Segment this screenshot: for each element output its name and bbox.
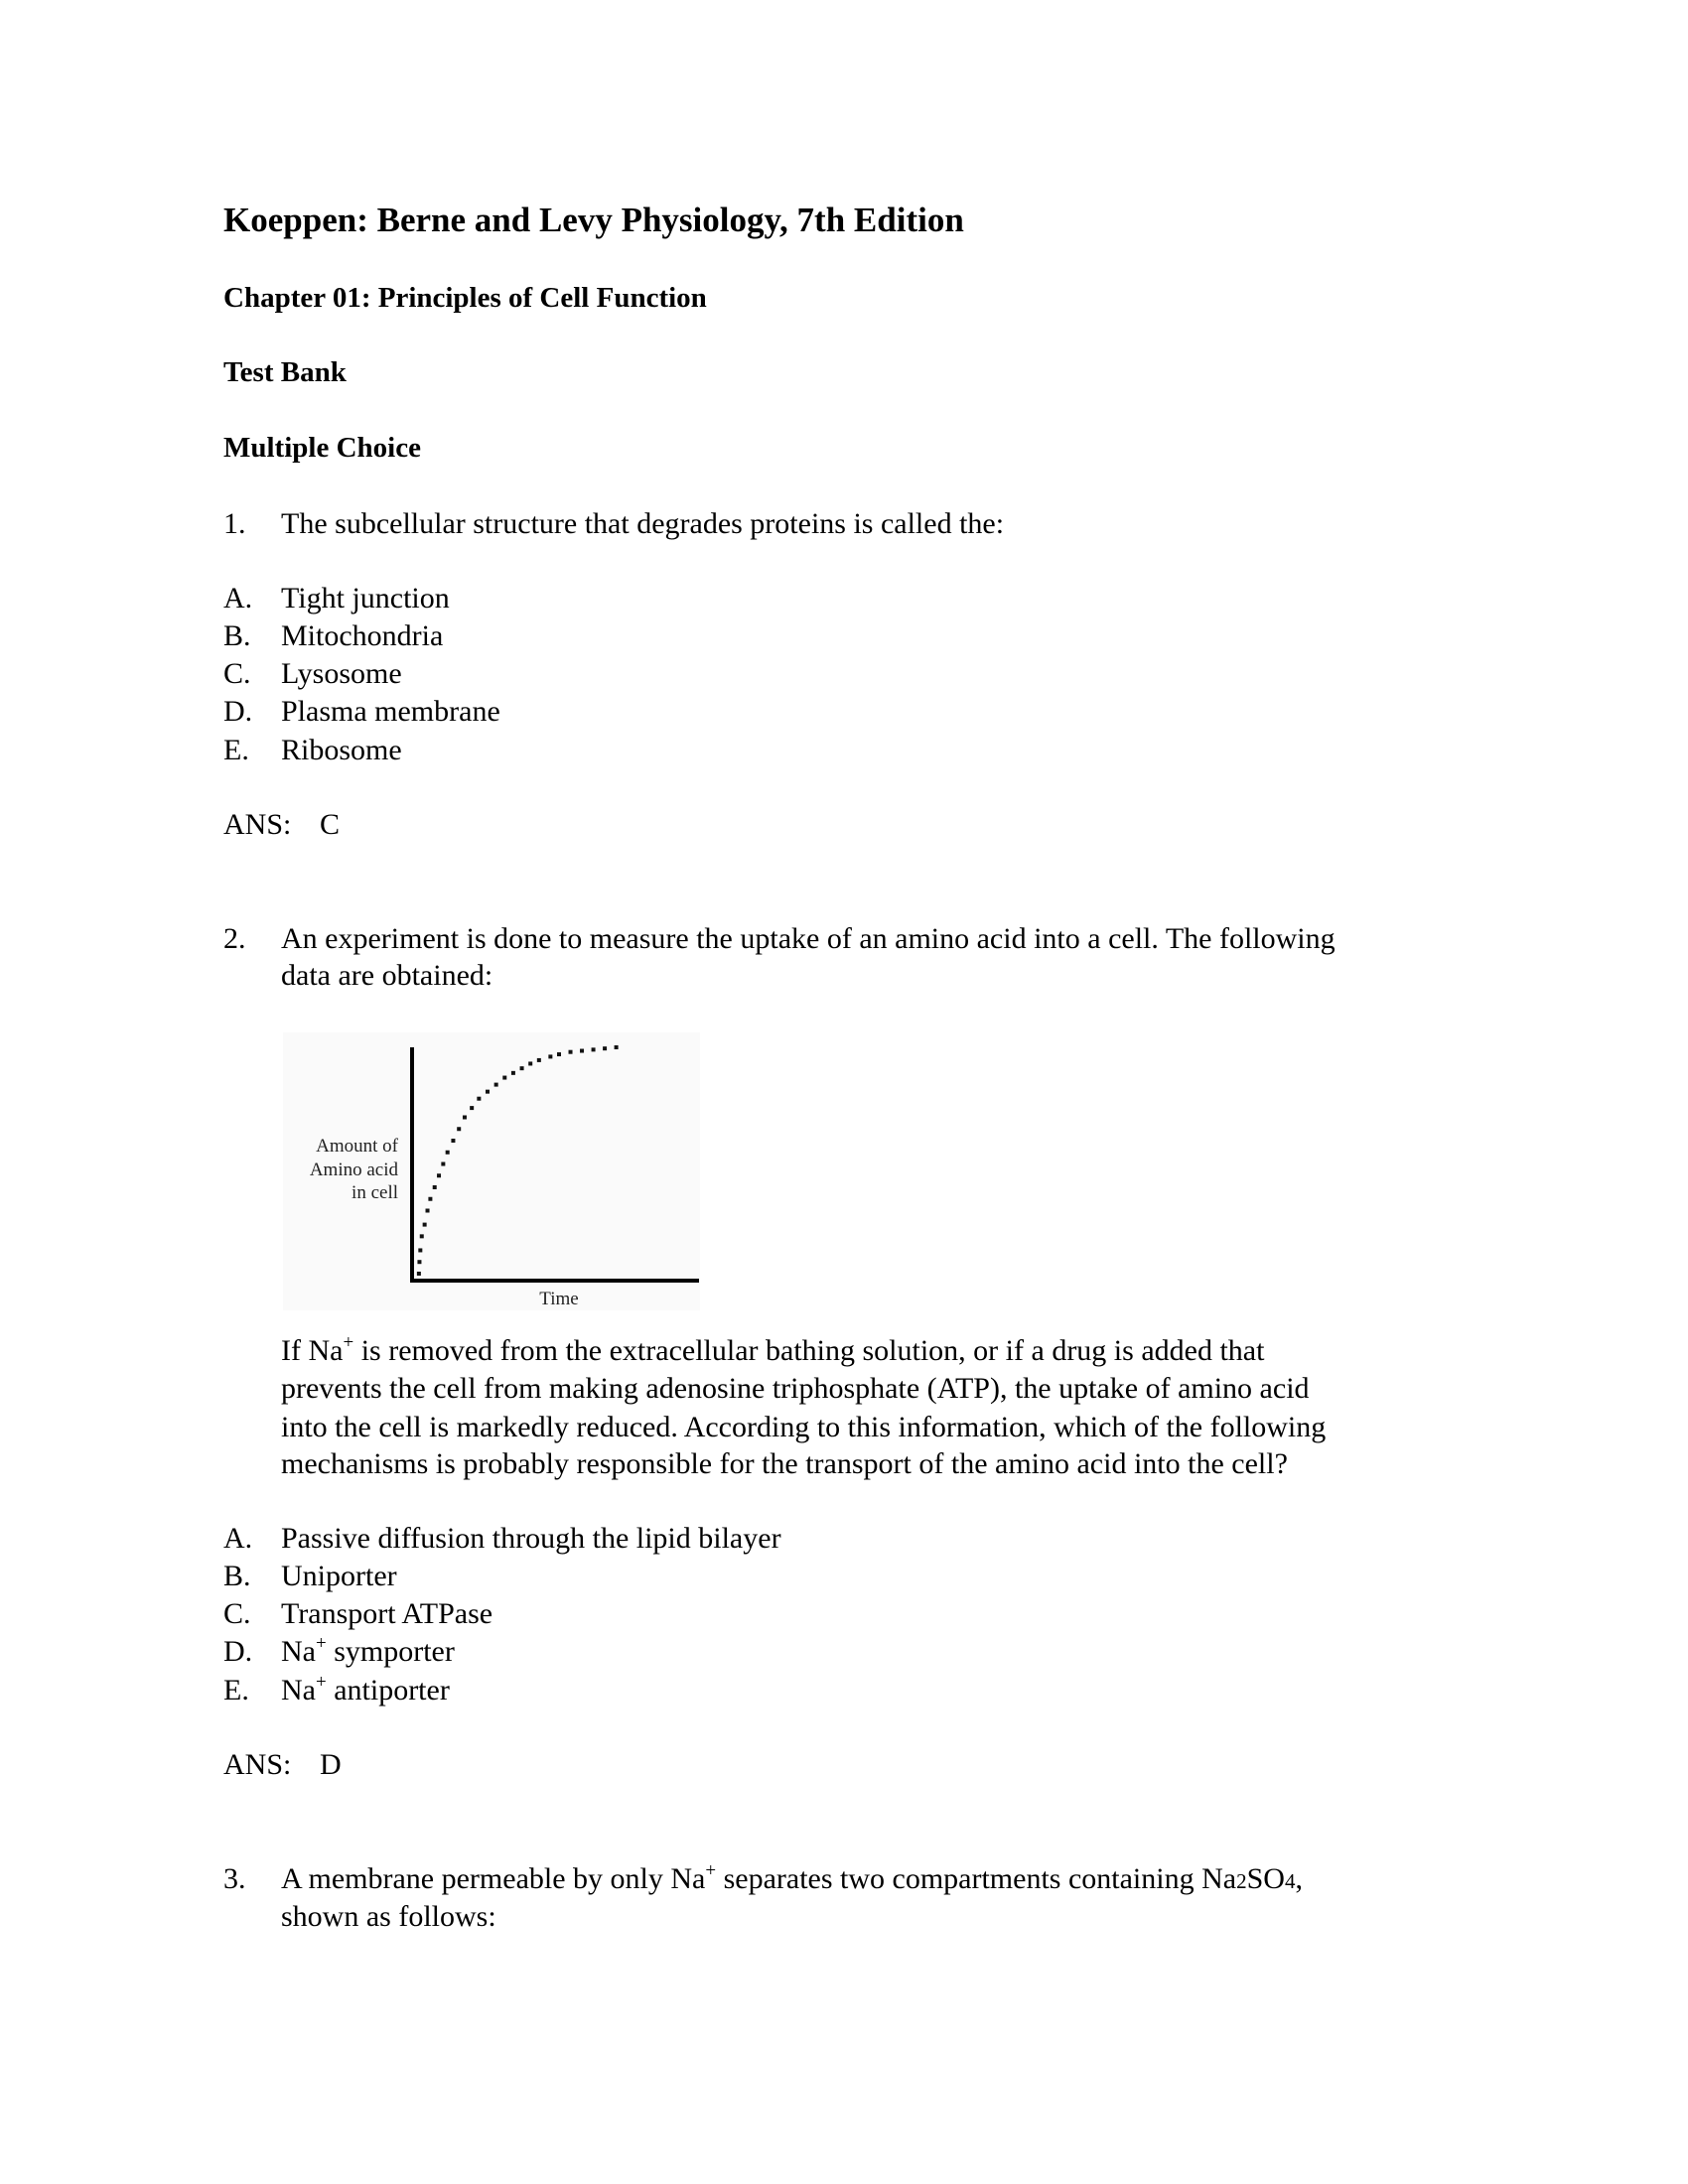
y-axis-label-line: in cell	[352, 1182, 398, 1203]
data-point	[420, 1234, 424, 1238]
data-point	[417, 1272, 421, 1276]
test-bank-heading: Test Bank	[223, 356, 347, 388]
data-point	[494, 1083, 498, 1087]
option-letter: D.	[223, 1635, 253, 1668]
data-point	[446, 1151, 450, 1155]
section-heading: Multiple Choice	[223, 432, 421, 464]
option-text: Uniporter	[281, 1560, 397, 1592]
data-point	[569, 1050, 573, 1054]
data-point	[428, 1197, 432, 1201]
question-number: 2.	[223, 922, 246, 955]
text: is removed from the extracellular bathing solution, or if a drug is added that	[353, 1334, 1265, 1367]
document-title: Koeppen: Berne and Levy Physiology, 7th Edition	[223, 201, 964, 239]
y-axis-label-line: Amino acid	[309, 1160, 398, 1180]
text: symporter	[326, 1635, 455, 1668]
option-text: Ribosome	[281, 734, 402, 766]
text: ,	[1295, 1862, 1303, 1895]
text: Na	[281, 1635, 316, 1668]
question-paragraph-line: into the cell is markedly reduced. According to this information, which of the following	[281, 1411, 1327, 1443]
text: A membrane permeable by only Na	[281, 1862, 706, 1895]
data-point	[477, 1097, 481, 1101]
data-point	[603, 1046, 607, 1050]
option-text: Passive diffusion through the lipid bilayer	[281, 1522, 781, 1555]
superscript: +	[343, 1332, 354, 1353]
option-text: Tight junction	[281, 582, 450, 614]
text: If Na	[281, 1334, 344, 1367]
data-point	[441, 1162, 445, 1166]
chapter-heading: Chapter 01: Principles of Cell Function	[223, 282, 707, 314]
question-paragraph-line	[281, 1332, 1264, 1370]
data-point	[520, 1066, 524, 1070]
data-point	[423, 1223, 427, 1227]
text: antiporter	[326, 1674, 450, 1706]
uptake-chart	[278, 1027, 715, 1315]
option-letter: B.	[223, 1560, 251, 1592]
option-text	[281, 1633, 455, 1671]
y-axis-label-line: Amount of	[316, 1136, 398, 1157]
question-number: 3.	[223, 1862, 246, 1895]
option-letter: C.	[223, 657, 251, 690]
question-paragraph-line: prevents the cell from making adenosine triphosphate (ATP), the uptake of amino acid	[281, 1372, 1310, 1405]
data-point	[557, 1052, 561, 1056]
question-text	[281, 1860, 1303, 1900]
subscript: 2	[1236, 1869, 1247, 1893]
text: SO	[1246, 1862, 1285, 1895]
text: separates two compartments containing Na	[716, 1862, 1237, 1895]
data-point	[470, 1106, 474, 1110]
option-text: Lysosome	[281, 657, 402, 690]
option-text: Mitochondria	[281, 619, 444, 652]
data-point	[417, 1260, 421, 1264]
data-point	[528, 1061, 532, 1065]
subscript: 4	[1284, 1869, 1296, 1893]
superscript: +	[315, 1633, 327, 1654]
data-point	[548, 1054, 552, 1058]
option-letter: E.	[223, 734, 249, 766]
option-text: Transport ATPase	[281, 1597, 493, 1630]
option-letter: D.	[223, 695, 253, 728]
option-letter: A.	[223, 1522, 253, 1555]
option-text: Plasma membrane	[281, 695, 500, 728]
data-point	[486, 1090, 490, 1094]
data-point	[580, 1049, 584, 1053]
text: Na	[281, 1674, 316, 1706]
data-point	[457, 1127, 461, 1131]
answer-value: D	[320, 1748, 342, 1781]
superscript: +	[705, 1860, 717, 1881]
data-point	[502, 1076, 506, 1080]
question-text: The subcellular structure that degrades proteins is called the:	[281, 507, 1005, 540]
data-point	[437, 1173, 441, 1177]
option-letter: A.	[223, 582, 253, 614]
data-point	[537, 1058, 541, 1062]
answer-label: ANS:	[223, 1748, 292, 1781]
question-number: 1.	[223, 507, 246, 540]
option-letter: B.	[223, 619, 251, 652]
answer-value: C	[320, 808, 341, 841]
question-text: An experiment is done to measure the uptake of an amino acid into a cell. The following	[281, 922, 1336, 955]
data-point	[615, 1045, 619, 1049]
data-point	[433, 1185, 437, 1189]
x-axis-label: Time	[539, 1289, 579, 1309]
data-point	[463, 1116, 467, 1120]
data-point	[511, 1071, 515, 1075]
data-point	[592, 1047, 596, 1051]
question-text: shown as follows:	[281, 1900, 496, 1933]
superscript: +	[315, 1672, 327, 1693]
question-text: data are obtained:	[281, 959, 493, 992]
data-point	[426, 1209, 430, 1213]
option-text	[281, 1672, 450, 1709]
option-letter: E.	[223, 1674, 249, 1706]
data-point	[418, 1248, 422, 1252]
data-point	[451, 1139, 455, 1143]
question-paragraph-line: mechanisms is probably responsible for the transport of the amino acid into the cell?	[281, 1447, 1288, 1480]
option-letter: C.	[223, 1597, 251, 1630]
answer-label: ANS:	[223, 808, 292, 841]
